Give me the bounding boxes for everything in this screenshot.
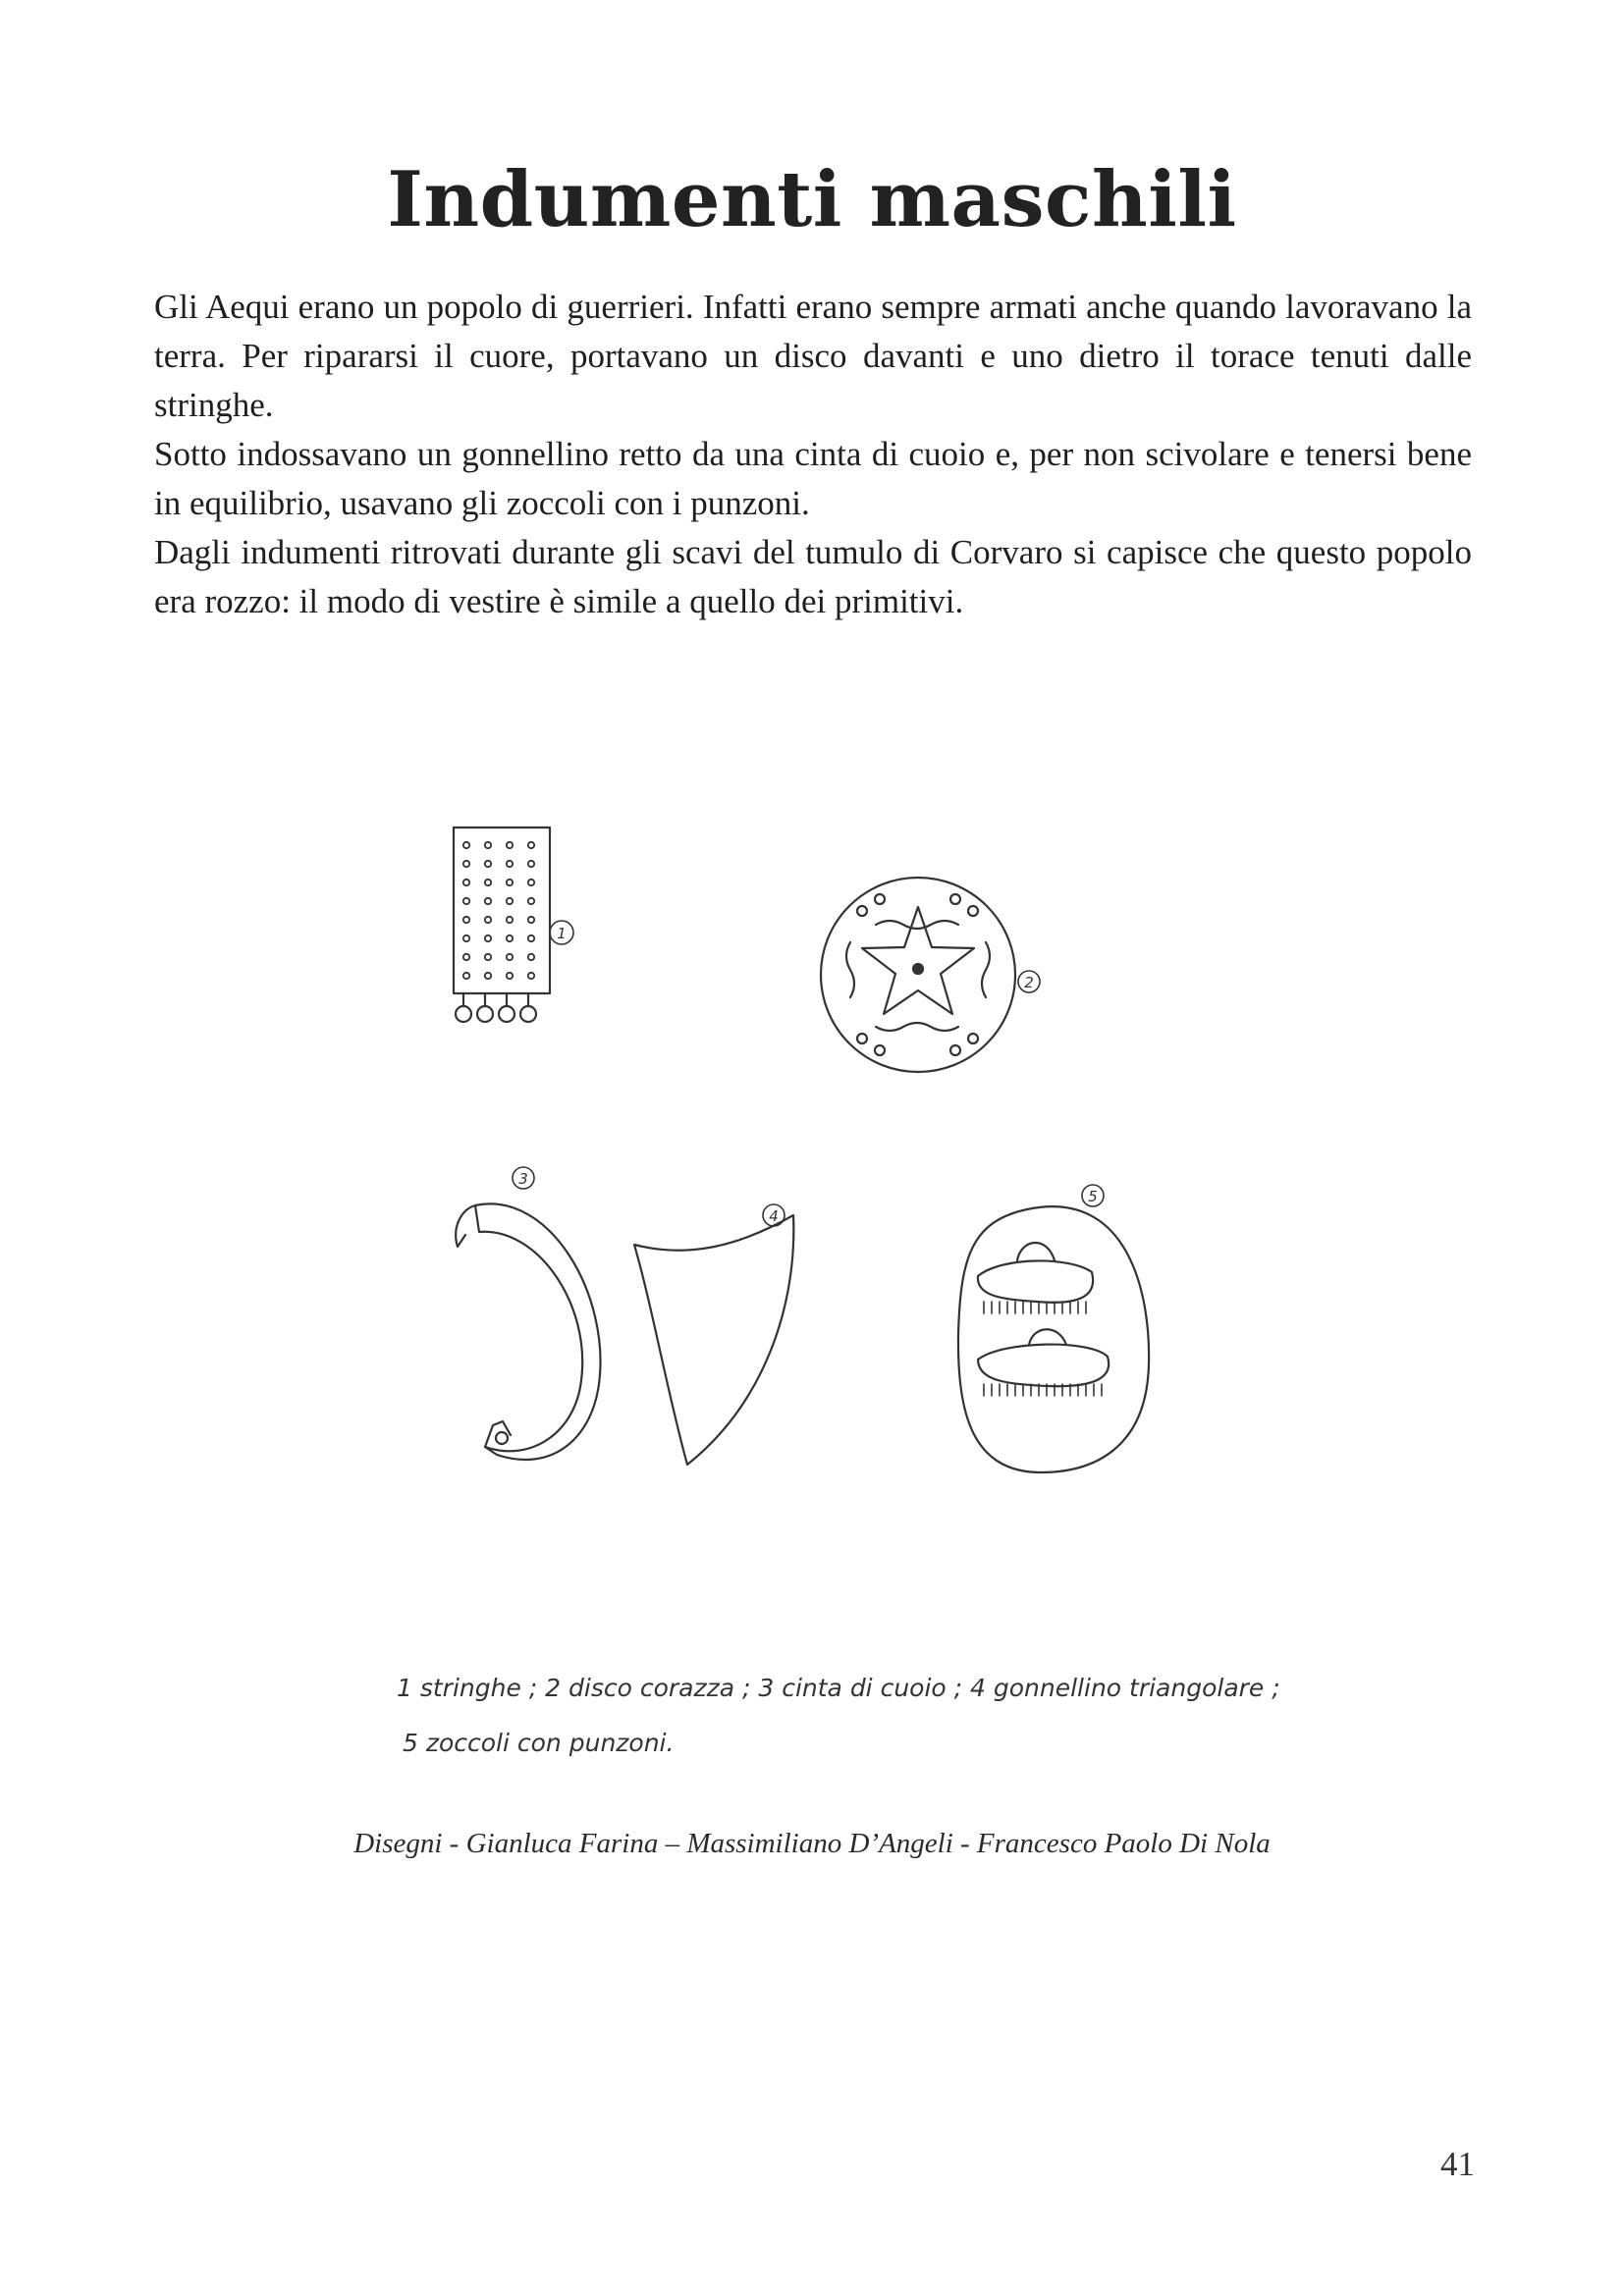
- stringhe-hole: [507, 861, 513, 867]
- stringhe-hole: [507, 973, 513, 979]
- drawing-credits: Disegni - Gianluca Farina – Massimiliano D’Angeli - Francesco Paolo Di Nola: [353, 1828, 1271, 1859]
- drawing-label-4: 4: [769, 1207, 779, 1225]
- stringhe-hole: [528, 917, 534, 923]
- stringhe-hole: [507, 898, 513, 904]
- stringhe-hole: [528, 973, 534, 979]
- stringhe-hole: [528, 935, 534, 941]
- stringhe-hole: [507, 935, 513, 941]
- stringhe-hole: [485, 935, 491, 941]
- gonnellino-drawing: [634, 1204, 793, 1465]
- stringhe-hole: [485, 954, 491, 960]
- stringhe-hole: [528, 898, 534, 904]
- handwritten-caption-line-2: 5 zoccoli con punzoni.: [403, 1729, 675, 1757]
- drawing-label-5: 5: [1088, 1188, 1098, 1205]
- stringhe-hole: [485, 880, 491, 885]
- stringhe-hole: [463, 917, 469, 923]
- disco-corazza-drawing: [821, 878, 1040, 1072]
- stringhe-hole: [463, 880, 469, 885]
- drawing-label-1: 1: [557, 925, 567, 942]
- stringhe-hole: [485, 898, 491, 904]
- stringhe-hole: [528, 954, 534, 960]
- page-number: 41: [1440, 2145, 1475, 2183]
- stringhe-hole: [507, 842, 513, 848]
- stringhe-hole: [528, 861, 534, 867]
- stringhe-hole: [528, 880, 534, 885]
- page-title: Indumenti maschili: [387, 155, 1237, 244]
- stringhe-hole: [463, 861, 469, 867]
- stringhe-hole: [463, 935, 469, 941]
- drawing-label-3: 3: [518, 1170, 528, 1188]
- stringhe-hole: [507, 917, 513, 923]
- cinta-di-cuoio-drawing: [456, 1167, 600, 1460]
- handwritten-caption-line-1: 1 stringhe ; 2 disco corazza ; 3 cinta di cuoio ; 4 gonnellino triangolare ;: [397, 1674, 1280, 1702]
- stringhe-hole: [507, 880, 513, 885]
- drawing-label-2: 2: [1024, 974, 1034, 991]
- stringhe-hole: [485, 917, 491, 923]
- stringhe-hole: [463, 954, 469, 960]
- zoccoli-drawing: [958, 1185, 1149, 1472]
- stringhe-hole: [463, 973, 469, 979]
- stringhe-hole: [485, 861, 491, 867]
- stringhe-hole: [485, 842, 491, 848]
- stringhe-hole: [528, 842, 534, 848]
- stringhe-hole: [507, 954, 513, 960]
- stringhe-hole: [463, 842, 469, 848]
- stringhe-hole: [485, 973, 491, 979]
- stringhe-hole: [463, 898, 469, 904]
- paragraph: Gli Aequi erano un popolo di guerrieri. Infatti erano sempre armati anche quando lavoravano la terra. Per ripararsi il cuore, portavano un disco davanti e uno dietro il torace tenuti dalle stringhe.: [154, 288, 1472, 424]
- stringhe-drawing: [454, 828, 573, 1022]
- paragraph: Dagli indumenti ritrovati durante gli scavi del tumulo di Corvaro si capisce che questo popolo era rozzo: il modo di vestire è simile a quello dei primitivi.: [154, 533, 1472, 620]
- paragraph: Sotto indossavano un gonnellino retto da una cinta di cuoio e, per non scivolare e tenersi bene in equilibrio, usavano gli zoccoli con i punzoni.: [154, 435, 1472, 522]
